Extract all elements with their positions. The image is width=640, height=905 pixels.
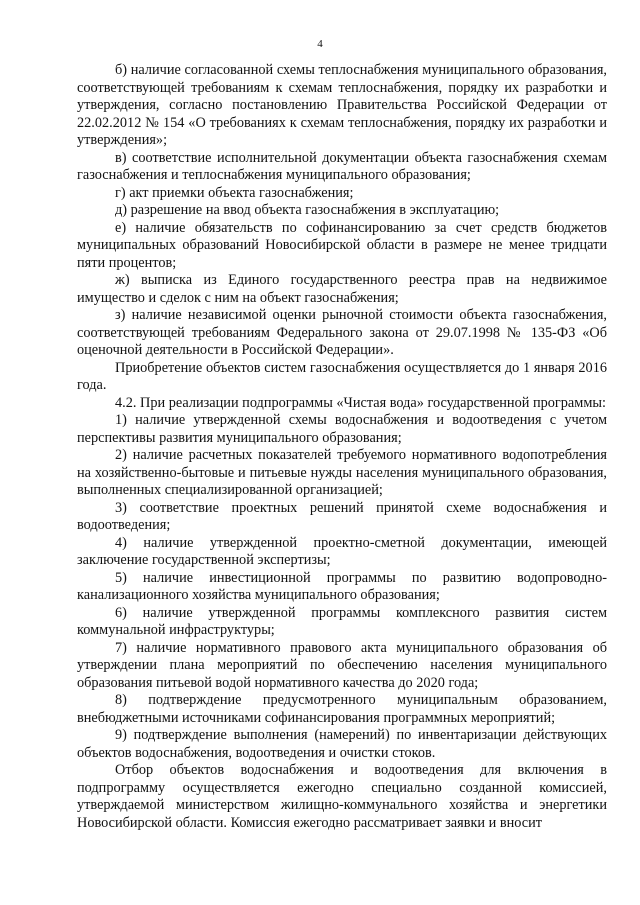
paragraph-item-4: 4) наличие утвержденной проектно-сметной документации, имеющей заключение государственной экспертизы; <box>77 534 607 568</box>
paragraph-zh: ж) выписка из Единого государственного реестра прав на недвижимое имущество и сделок с ним на объект газоснабжения; <box>77 272 607 306</box>
paragraph-z: з) наличие независимой оценки рыночной стоимости объекта газоснабжения, соответствующей требованиям Федерального закона от 29.07.1998 № 135-ФЗ «Об оценочной деятельности в Российской Федерации». <box>77 307 607 358</box>
paragraph-item-7: 7) наличие нормативного правового акта муниципального образования об утверждении плана мероприятий по обеспечению населения муниципального образования питьевой водой нормативного качества до 2020 года; <box>77 639 607 691</box>
paragraph-item-9: 9) подтверждение выполнения (намерений) по инвентаризации действующих объектов водоснабжения, водоотведения и очистки стоков. <box>77 727 607 761</box>
document-body <box>77 62 607 832</box>
paragraph-item-6: 6) наличие утвержденной программы комплексного развития систем коммунальной инфраструктуры; <box>77 604 607 638</box>
paragraph-item-1: 1) наличие утвержденной схемы водоснабжения и водоотведения с учетом перспективы развития муниципального образования; <box>77 412 607 446</box>
paragraph-e: е) наличие обязательств по софинансированию за счет средств бюджетов муниципальных образований Новосибирской области в размере не менее тридцати пяти процентов; <box>77 219 607 271</box>
paragraph-v: в) соответствие исполнительной документации объекта газоснабжения схемам газоснабжения и теплоснабжения муниципального образования; <box>77 149 607 183</box>
page-number: 4 <box>317 38 323 50</box>
paragraph-d: д) разрешение на ввод объекта газоснабжения в эксплуатацию; <box>115 202 500 218</box>
paragraph-item-8: 8) подтверждение предусмотренного муниципальным образованием, внебюджетными источниками софинансирования программных мероприятий; <box>77 692 607 726</box>
paragraph-item-3: 3) соответствие проектных решений принятой схеме водоснабжения и водоотведения; <box>77 499 607 533</box>
section-4-2-heading: 4.2. При реализации подпрограммы «Чистая вода» государственной программы: <box>115 394 606 411</box>
paragraph-item-2: 2) наличие расчетных показателей требуемого нормативного водопотребления на хозяйственно-бытовые и питьевые нужды населения муниципального образования, выполненных специализированной организацией; <box>77 447 607 498</box>
paragraph-g: г) акт приемки объекта газоснабжения; <box>115 184 354 201</box>
paragraph-b: б) наличие согласованной схемы теплоснабжения муниципального образования, соответствующей требованиям к схемам теплоснабжения, порядку их разработки и утверждения, согласно постановлению Правительства Российской Федерации от 22.02.2012 № 154 «О требованиях к схемам теплоснабжения, порядку их разработки и утверждения»; <box>77 62 607 148</box>
paragraph-item-5: 5) наличие инвестиционной программы по развитию водопроводно-канализационного хозяйства муниципального образования; <box>77 569 607 603</box>
paragraph-selection: Отбор объектов водоснабжения и водоотведения для включения в подпрограмму осуществляется ежегодно специально созданной комиссией, утверждаемой министерством жилищно-коммунального хозяйства и энергетики Новосибирской области. Комиссия ежегодно рассматривает заявки и вносит <box>77 762 607 831</box>
paragraph-gas-deadline: Приобретение объектов систем газоснабжения осуществляется до 1 января 2016 года. <box>77 359 607 393</box>
